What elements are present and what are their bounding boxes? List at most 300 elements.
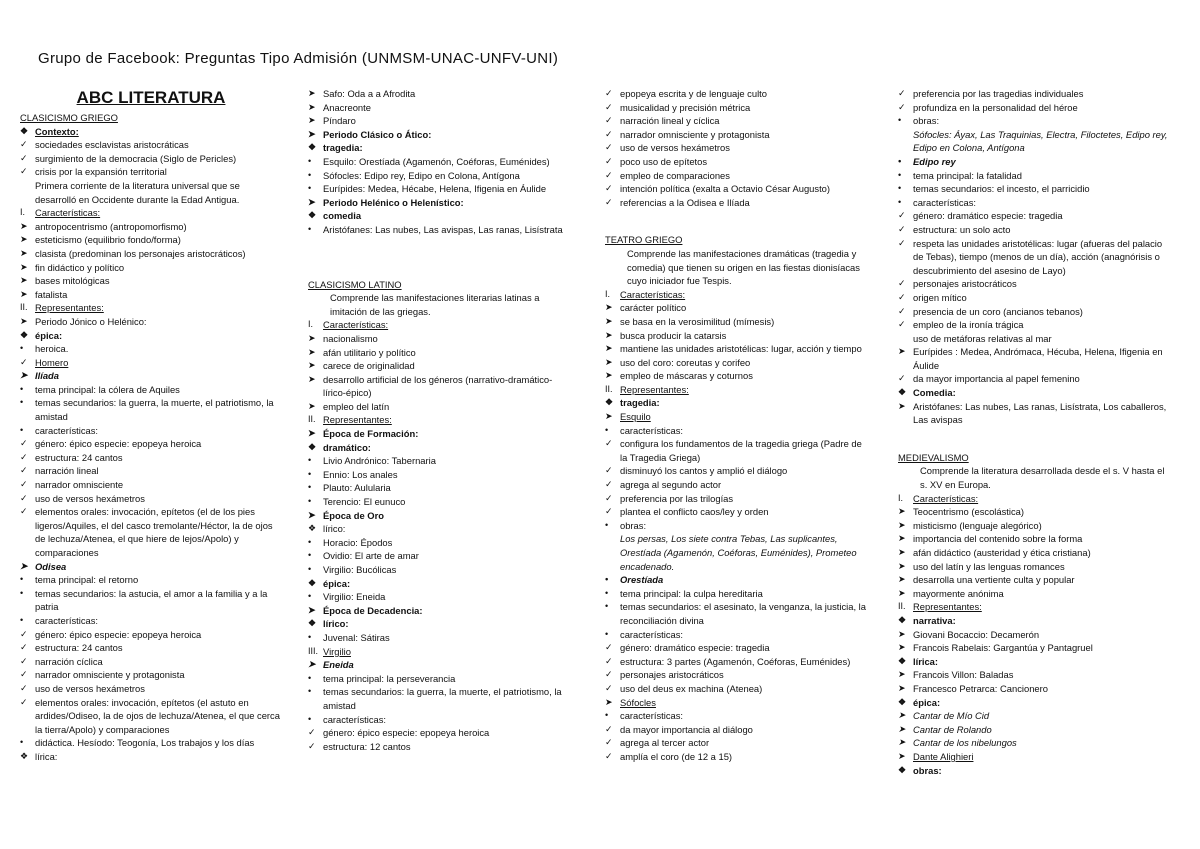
line-text: Virgilio: Bucólicas: [323, 564, 397, 575]
line-text: tragedia:: [620, 397, 660, 409]
text-line: [308, 291, 570, 318]
check-icon: ✓: [605, 669, 613, 680]
diamond-bullet-icon: ❖: [20, 750, 29, 761]
diamond-bullet-icon: ❖: [20, 329, 29, 340]
bullet-icon: •: [605, 519, 609, 530]
text-line: [605, 315, 867, 329]
line-text: Periodo Jónico o Helénico:: [35, 315, 147, 327]
line-text: Representantes:: [913, 601, 982, 613]
check-icon: ✓: [20, 451, 28, 462]
line-text: Giovani Bocaccio: Decamerón: [913, 628, 1040, 640]
line-text: características:: [35, 614, 99, 626]
text-line: [308, 141, 570, 155]
line-text: Representantes:: [35, 302, 104, 314]
line-text: Ovidio: El arte de amar: [323, 550, 419, 562]
check-icon: ✓: [308, 740, 316, 751]
text-line: [20, 628, 282, 642]
text-line: [898, 209, 1168, 223]
line-text: MEDIEVALISMO: [898, 451, 969, 463]
line-text: surgimiento de la democracia (Siglo de Pericles): [35, 152, 237, 164]
line-text: Época de Oro: [323, 509, 384, 521]
text-line: [605, 233, 867, 247]
arrow-icon: ➤: [898, 723, 906, 734]
arrow-icon: ➤: [308, 101, 316, 112]
line-text: Periodo Helénico o Helenístico:: [323, 196, 464, 208]
text-line: [898, 736, 1168, 750]
bullet-icon: •: [308, 536, 312, 547]
diamond-bullet-icon: ❖: [898, 387, 907, 398]
line-text: poco uso de epítetos: [620, 155, 708, 167]
line-text: empleo de comparaciones: [620, 169, 730, 181]
diamond-bullet-icon: ❖: [308, 618, 317, 629]
text-line: [605, 356, 867, 370]
text-line: [605, 628, 867, 642]
text-line: [20, 682, 282, 696]
text-line: [898, 546, 1168, 560]
line-text: crisis por la expansión territorial: [35, 166, 167, 178]
line-text: tema principal: la cólera de Aquiles: [35, 383, 180, 395]
line-text: uso de metáforas relativas al mar: [913, 332, 1052, 344]
text-line: [605, 736, 867, 750]
text-line: [605, 342, 867, 356]
line-text: bases mitológicas: [35, 275, 110, 287]
text-line: [898, 427, 1168, 449]
arrow-icon: ➤: [308, 604, 316, 615]
diamond-bullet-icon: ❖: [898, 696, 907, 707]
check-icon: ✓: [605, 682, 613, 693]
check-icon: ✓: [605, 479, 613, 490]
text-line: [605, 247, 867, 288]
line-text: obras:: [913, 115, 940, 127]
text-line: [605, 410, 867, 424]
text-line: [605, 492, 867, 506]
arrow-icon: ➤: [898, 587, 906, 598]
text-line: [20, 356, 282, 370]
arrow-icon: ➤: [898, 400, 906, 411]
check-icon: ✓: [308, 727, 316, 738]
line-text: TEATRO GRIEGO: [605, 234, 683, 246]
text-line: [308, 169, 570, 183]
arrow-icon: ➤: [605, 315, 613, 326]
arrow-icon: ➤: [308, 360, 316, 371]
diamond-bullet-icon: ❖: [308, 577, 317, 588]
line-text: narrador omnisciente y protagonista: [620, 128, 770, 140]
text-line: [308, 250, 570, 263]
line-text: Odisea: [35, 560, 67, 572]
text-line: [898, 587, 1168, 601]
text-line: [308, 223, 570, 237]
list-number: III.: [308, 645, 319, 656]
line-text: origen mítico: [913, 291, 967, 303]
arrow-icon: ➤: [898, 642, 906, 653]
text-line: [20, 125, 282, 139]
line-text: tema principal: la culpa hereditaria: [620, 587, 763, 599]
check-icon: ✓: [605, 128, 613, 139]
check-icon: ✓: [898, 278, 906, 289]
line-text: narración lineal y cíclica: [620, 115, 720, 127]
text-line: [308, 441, 570, 455]
text-line: [308, 509, 570, 523]
text-line: [898, 682, 1168, 696]
arrow-icon: ➤: [308, 346, 316, 357]
check-icon: ✓: [605, 155, 613, 166]
text-line: [308, 468, 570, 482]
line-text: narrador omnisciente y protagonista: [35, 669, 185, 681]
line-text: Esquilo: Orestíada (Agamenón, Coéforas, Euménides): [323, 155, 550, 167]
text-line: [20, 301, 282, 315]
text-line: [898, 318, 1168, 332]
arrow-icon: ➤: [898, 533, 906, 544]
text-line: [308, 577, 570, 591]
text-line: [308, 549, 570, 563]
text-line: [308, 481, 570, 495]
bullet-icon: •: [898, 183, 902, 194]
line-text: Terencio: El eunuco: [323, 496, 406, 508]
check-icon: ✓: [605, 142, 613, 153]
line-text: características:: [323, 713, 387, 725]
text-line: [898, 237, 1168, 278]
arrow-icon: ➤: [605, 696, 613, 707]
text-line: [605, 587, 867, 601]
line-text: estructura: un solo acto: [913, 223, 1011, 235]
text-line: [898, 614, 1168, 628]
text-line: [20, 87, 282, 109]
bullet-icon: •: [898, 169, 902, 180]
arrow-icon: ➤: [898, 547, 906, 557]
text-line: [898, 451, 1168, 465]
line-text: uso del coro: coreutas y corifeo: [620, 356, 751, 368]
text-line: [898, 655, 1168, 669]
text-line: [605, 750, 867, 764]
line-text: Comprende las manifestaciones dramáticas (tragedia y comedia) que tienen su origen en las fiestas dionisíacas cuyo iniciador fue Tespis.: [627, 247, 860, 287]
diamond-bullet-icon: ❖: [605, 397, 614, 408]
arrow-icon: ➤: [605, 370, 613, 381]
text-line: [308, 263, 570, 276]
text-line: [308, 359, 570, 373]
text-line: [20, 179, 282, 206]
arrow-icon: ➤: [308, 659, 316, 670]
line-text: didáctica. Hesíodo: Teogonía, Los trabajos y los días: [35, 737, 255, 749]
bullet-icon: •: [308, 550, 312, 561]
text-line: [20, 329, 282, 343]
text-line: [20, 451, 282, 465]
line-text: temas secundarios: la astucia, el amor a la familia y a la patria: [35, 587, 268, 613]
line-text: género: dramático especie: tragedia: [620, 642, 770, 654]
bullet-icon: •: [308, 482, 312, 493]
bullet-icon: •: [898, 155, 902, 166]
line-text: uso del deus ex machina (Atenea): [620, 682, 763, 694]
line-text: plantea el conflicto caos/ley y orden: [620, 506, 769, 518]
arrow-icon: ➤: [898, 506, 906, 517]
text-line: [898, 223, 1168, 237]
bullet-icon: •: [308, 155, 312, 166]
line-text: características:: [913, 196, 977, 208]
arrow-icon: ➤: [898, 519, 906, 530]
diamond-bullet-icon: ❖: [898, 655, 907, 666]
line-text: Sófocles: Áyax, Las Traquinias, Electra, Filoctetes, Edipo rey, Edipo en Colona, Antígona: [913, 128, 1168, 154]
text-line: [898, 305, 1168, 319]
line-text: se basa en la verosimilitud (mímesis): [620, 315, 775, 327]
text-line: [605, 668, 867, 682]
line-text: presencia de un coro (ancianos tebanos): [913, 305, 1083, 317]
text-line: [20, 614, 282, 628]
text-line: [898, 764, 1168, 778]
check-icon: ✓: [605, 101, 613, 112]
line-text: narrador omnisciente: [35, 479, 124, 491]
column-3: [605, 87, 867, 764]
arrow-icon: ➤: [20, 247, 28, 258]
text-line: [308, 114, 570, 128]
arrow-icon: ➤: [308, 88, 316, 98]
text-line: [20, 492, 282, 506]
line-text: CLASICISMO LATINO: [308, 278, 402, 290]
text-line: [605, 709, 867, 723]
check-icon: ✓: [20, 492, 28, 503]
line-text: Aristófanes: Las nubes, Las ranas, Lisístrata, Los caballeros, Las avispas: [913, 400, 1167, 426]
line-text: Eneida: [323, 659, 354, 671]
line-text: épica:: [35, 329, 63, 341]
line-text: Cantar de Rolando: [913, 723, 992, 735]
text-line: [605, 301, 867, 315]
text-line: [898, 492, 1168, 506]
list-number: I.: [605, 288, 611, 299]
line-text: Características:: [35, 207, 101, 219]
text-line: [308, 495, 570, 509]
bullet-icon: •: [605, 424, 609, 435]
line-text: Ilíada: [35, 370, 59, 382]
text-line: [898, 532, 1168, 546]
bullet-icon: •: [20, 343, 24, 354]
check-icon: ✓: [898, 305, 906, 316]
text-line: [20, 437, 282, 451]
text-line: [308, 685, 570, 712]
arrow-icon: ➤: [898, 750, 906, 761]
text-line: [605, 641, 867, 655]
text-line: [898, 101, 1168, 115]
bullet-icon: •: [308, 591, 312, 602]
text-line: [20, 288, 282, 302]
line-text: esteticismo (equilibrio fondo/forma): [35, 234, 181, 246]
line-text: características:: [620, 628, 684, 640]
text-line: [20, 274, 282, 288]
line-text: Características:: [323, 319, 389, 331]
text-line: [898, 600, 1168, 614]
line-text: género: épico especie: epopeya heroica: [323, 727, 490, 739]
line-text: temas secundarios: la guerra, la muerte, el patriotismo, la amistad: [35, 397, 274, 423]
line-text: ABC LITERATURA: [76, 88, 226, 107]
check-icon: ✓: [20, 682, 28, 693]
text-line: [20, 736, 282, 750]
arrow-icon: ➤: [308, 196, 316, 207]
line-text: empleo de la ironía trágica: [913, 319, 1024, 331]
list-number: II.: [308, 414, 316, 425]
line-text: Horacio: Épodos: [323, 536, 393, 548]
arrow-icon: ➤: [308, 400, 316, 411]
line-text: amplía el coro (de 12 a 15): [620, 750, 733, 762]
line-text: obras:: [913, 764, 942, 776]
arrow-icon: ➤: [20, 288, 28, 299]
line-text: épica:: [913, 696, 941, 708]
arrow-icon: ➤: [20, 275, 28, 286]
line-text: Comedia:: [913, 387, 956, 399]
text-line: [308, 209, 570, 223]
check-icon: ✓: [20, 465, 28, 476]
line-text: fatalista: [35, 288, 68, 300]
text-line: [308, 590, 570, 604]
arrow-icon: ➤: [898, 628, 906, 639]
line-text: elementos orales: invocación, epítetos (el astuto en ardides/Odiseo, la de ojos de lechuza/Atenea, el que cerca la tierra/Apolo) y comparaciones: [35, 696, 280, 735]
line-text: uso de versos hexámetros: [35, 492, 145, 504]
line-text: Sófocles: [620, 696, 656, 708]
line-text: estructura: 24 cantos: [35, 642, 123, 654]
arrow-icon: ➤: [20, 315, 28, 326]
line-text: Orestíada: [620, 574, 664, 586]
line-text: Píndaro: [323, 115, 356, 127]
line-text: Representantes:: [323, 414, 392, 426]
line-text: Primera corriente de la literatura universal que se desarrolló en Occidente durante la Edad Antigua.: [35, 179, 240, 205]
arrow-icon: ➤: [605, 411, 613, 422]
line-text: temas secundarios: la guerra, la muerte, el patriotismo, la amistad: [323, 686, 562, 711]
arrow-icon: ➤: [20, 560, 28, 571]
line-text: da mayor importancia al diálogo: [620, 723, 753, 735]
check-icon: ✓: [20, 479, 28, 490]
text-line: [898, 372, 1168, 386]
text-line: [898, 87, 1168, 101]
arrow-icon: ➤: [605, 329, 613, 340]
text-line: [20, 138, 282, 152]
line-text: afán didáctico (austeridad y ética cristiana): [913, 547, 1091, 558]
check-icon: ✓: [605, 465, 613, 476]
text-line: [605, 655, 867, 669]
text-line: [20, 315, 282, 329]
text-line: [605, 464, 867, 478]
text-line: [605, 437, 867, 464]
text-line: [898, 709, 1168, 723]
text-line: [605, 101, 867, 115]
text-line: [898, 400, 1168, 427]
text-line: [20, 587, 282, 614]
arrow-icon: ➤: [308, 428, 316, 439]
line-text: empleo de máscaras y coturnos: [620, 370, 753, 382]
text-line: [20, 220, 282, 234]
text-line: [605, 396, 867, 410]
check-icon: ✓: [20, 506, 28, 517]
line-text: misticismo (lenguaje alegórico): [913, 519, 1042, 531]
arrow-icon: ➤: [20, 370, 28, 381]
line-text: carece de originalidad: [323, 360, 415, 372]
arrow-icon: ➤: [605, 356, 613, 367]
bullet-icon: •: [308, 496, 312, 507]
bullet-icon: •: [20, 574, 24, 585]
column-1: [20, 87, 282, 764]
text-line: [308, 400, 570, 414]
bullet-icon: •: [308, 455, 312, 466]
line-text: estructura: 24 cantos: [35, 451, 123, 463]
text-line: [898, 750, 1168, 764]
text-line: [308, 617, 570, 631]
line-text: CLASICISMO GRIEGO: [20, 112, 118, 123]
line-text: Francois Rabelais: Gargantúa y Pantagruel: [913, 642, 1093, 654]
line-text: carácter político: [620, 302, 687, 314]
line-text: lírico:: [323, 523, 346, 535]
arrow-icon: ➤: [308, 373, 316, 384]
text-line: [308, 373, 570, 400]
line-text: Época de Formación:: [323, 428, 419, 440]
text-line: [20, 165, 282, 179]
text-line: [20, 573, 282, 587]
check-icon: ✓: [605, 737, 613, 748]
text-line: [20, 560, 282, 574]
line-text: características:: [35, 424, 99, 436]
text-line: [308, 726, 570, 740]
text-line: [898, 128, 1168, 155]
text-line: [605, 114, 867, 128]
line-text: Sófocles: Edipo rey, Edipo en Colona, Antígona: [323, 169, 520, 181]
arrow-icon: ➤: [898, 346, 906, 357]
text-line: [898, 505, 1168, 519]
line-text: preferencia por las trilogías: [620, 492, 734, 504]
check-icon: ✓: [898, 237, 906, 248]
text-line: [20, 261, 282, 275]
text-line: [308, 427, 570, 441]
line-text: lírica:: [35, 750, 58, 762]
line-text: Época de Decadencia:: [323, 604, 423, 616]
text-line: [20, 424, 282, 438]
text-line: [308, 346, 570, 360]
check-icon: ✓: [898, 101, 906, 112]
line-text: desarrolla una vertiente culta y popular: [913, 574, 1075, 586]
line-text: género: épico especie: epopeya heroica: [35, 438, 202, 450]
check-icon: ✓: [20, 438, 28, 449]
list-number: II.: [605, 383, 613, 394]
text-line: [308, 645, 570, 659]
bullet-icon: •: [605, 628, 609, 639]
bullet-icon: •: [605, 574, 609, 585]
text-line: [20, 233, 282, 247]
arrow-icon: ➤: [20, 220, 28, 231]
text-line: [308, 182, 570, 196]
bullet-icon: •: [898, 115, 902, 126]
text-line: [898, 182, 1168, 196]
line-text: personajes aristocráticos: [620, 669, 724, 681]
arrow-icon: ➤: [898, 710, 906, 721]
line-text: estructura: 12 cantos: [323, 740, 411, 752]
check-icon: ✓: [605, 115, 613, 126]
text-line: [898, 573, 1168, 587]
line-text: Eurípides: Medea, Hécabe, Helena, Ifigenia en Áulide: [323, 183, 547, 195]
line-text: Dante Alighieri: [913, 750, 974, 762]
line-text: configura los fundamentos de la tragedia griega (Padre de la Tragedia Griega): [620, 438, 862, 463]
line-text: género: épico especie: epopeya heroica: [35, 628, 202, 640]
line-text: Comprende la literatura desarrollada desde el s. V hasta el s. XV en Europa.: [920, 465, 1165, 491]
text-line: [898, 628, 1168, 642]
check-icon: ✓: [898, 223, 906, 234]
arrow-icon: ➤: [898, 682, 906, 693]
line-text: fin didáctico y político: [35, 261, 125, 273]
text-line: [308, 318, 570, 332]
check-icon: ✓: [605, 655, 613, 666]
line-text: Cantar de Mío Cid: [913, 710, 990, 722]
text-line: [20, 750, 282, 764]
line-text: Teocentrismo (escolástica): [913, 506, 1024, 518]
bullet-icon: •: [308, 631, 312, 642]
line-text: Eurípides : Medea, Andrómaca, Hécuba, Helena, Ifigenia en Áulide: [913, 346, 1163, 371]
text-line: [898, 560, 1168, 574]
text-line: [605, 196, 867, 210]
bullet-icon: •: [20, 737, 24, 748]
line-text: Los persas, Los siete contra Tebas, Las suplicantes, Orestíada (Agamenón, Coéforas, Euménides), Prometeo encadenado.: [620, 533, 857, 572]
text-line: [20, 247, 282, 261]
